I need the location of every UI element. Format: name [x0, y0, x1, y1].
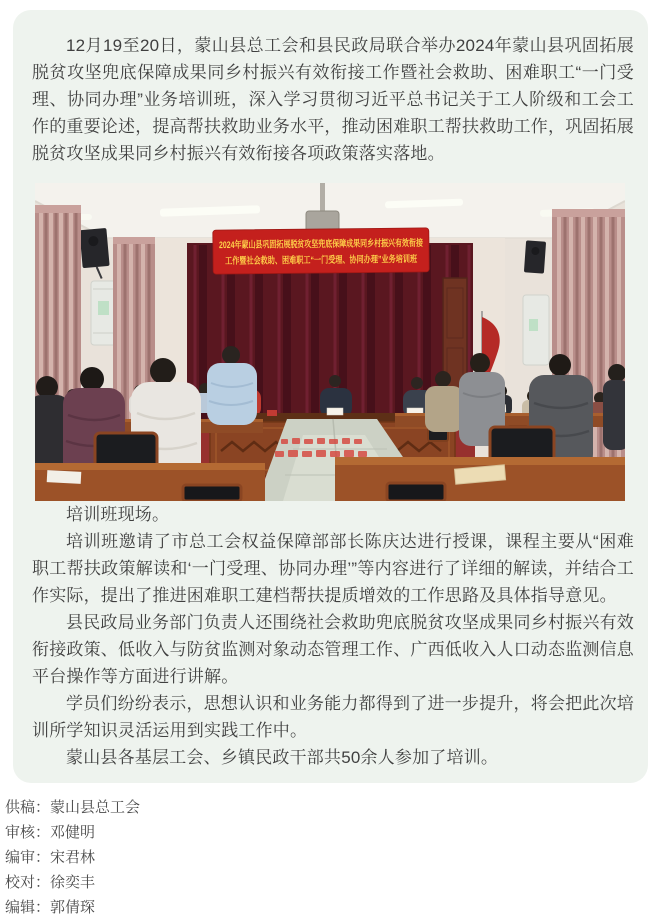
article-paragraph-5: 蒙山县各基层工会、乡镇民政干部共50余人参加了培训。 — [66, 748, 499, 767]
credit-value: 蒙山县总工会 — [50, 799, 141, 816]
credit-row-editor — [5, 895, 657, 920]
credit-value: 邓健明 — [50, 824, 96, 841]
credit-value: 徐奕丰 — [50, 874, 96, 891]
credit-label: 编辑： — [5, 899, 51, 916]
photo-caption: 培训班现场。 — [66, 505, 170, 524]
credit-value: 宋君林 — [50, 849, 96, 866]
photo-banner — [213, 228, 497, 274]
credit-row-contributor — [5, 795, 657, 820]
training-photo[interactable] — [35, 183, 625, 501]
credit-label: 供稿： — [5, 799, 51, 816]
credit-row-editor-in-chief — [5, 845, 657, 870]
credit-value: 郭倩琛 — [50, 899, 96, 916]
right-air-conditioner — [523, 295, 549, 365]
photo-banner-line1: 2024年蒙山县巩固拓展脱贫攻坚兜底保障成果同乡村振兴有效衔接 — [218, 237, 497, 252]
article-paragraph-2: 培训班邀请了市总工会权益保障部部长陈庆达进行授课，课程主要从“困难职工帮扶政策解读和‘一门受理、协同办理’”等内容进行了详细的解读，并结合工作实际，提出了推进困难职工建档帮扶提质增效的工作思路及具体指导意见。 — [32, 532, 634, 605]
credit-row-reviewer — [5, 820, 657, 845]
credit-label: 校对： — [5, 874, 51, 891]
article-paragraph-1: 12月19至20日，蒙山县总工会和县民政局联合举办2024年蒙山县巩固拓展脱贫攻坚兜底保障成果同乡村振兴有效衔接工作暨社会救助、困难职工“一门受理、协同办理”业务培训班，深入学习贯彻习近平总书记关于工人阶级和工会工作的重要论述，提高帮扶救助业务水平，推动困难职工帮扶救助工作，巩固拓展脱贫攻坚成果同乡村振兴有效衔接各项政策落实落地。 — [32, 36, 634, 163]
credit-label: 编审： — [5, 849, 51, 866]
article-paragraph-3: 县民政局业务部门负责人还围绕社会救助兜底脱贫攻坚成果同乡村振兴有效衔接政策、低收入与防贫监测对象动态管理工作、广西低收入人口动态监测信息平台操作等方面进行讲解。 — [32, 613, 634, 686]
photo-banner-line2: 工作暨社会救助、困难职工“一门受理、协同办理”业务培训班 — [225, 253, 482, 268]
article-card — [13, 10, 648, 783]
credits-section — [5, 795, 657, 920]
credit-row-proofreader — [5, 870, 657, 895]
right-speaker — [524, 240, 546, 273]
article-paragraph-4: 学员们纷纷表示，思想认识和业务能力都得到了进一步提升，将会把此次培训所学知识灵活运用到实践工作中。 — [32, 694, 634, 740]
credit-label: 审核： — [5, 824, 51, 841]
